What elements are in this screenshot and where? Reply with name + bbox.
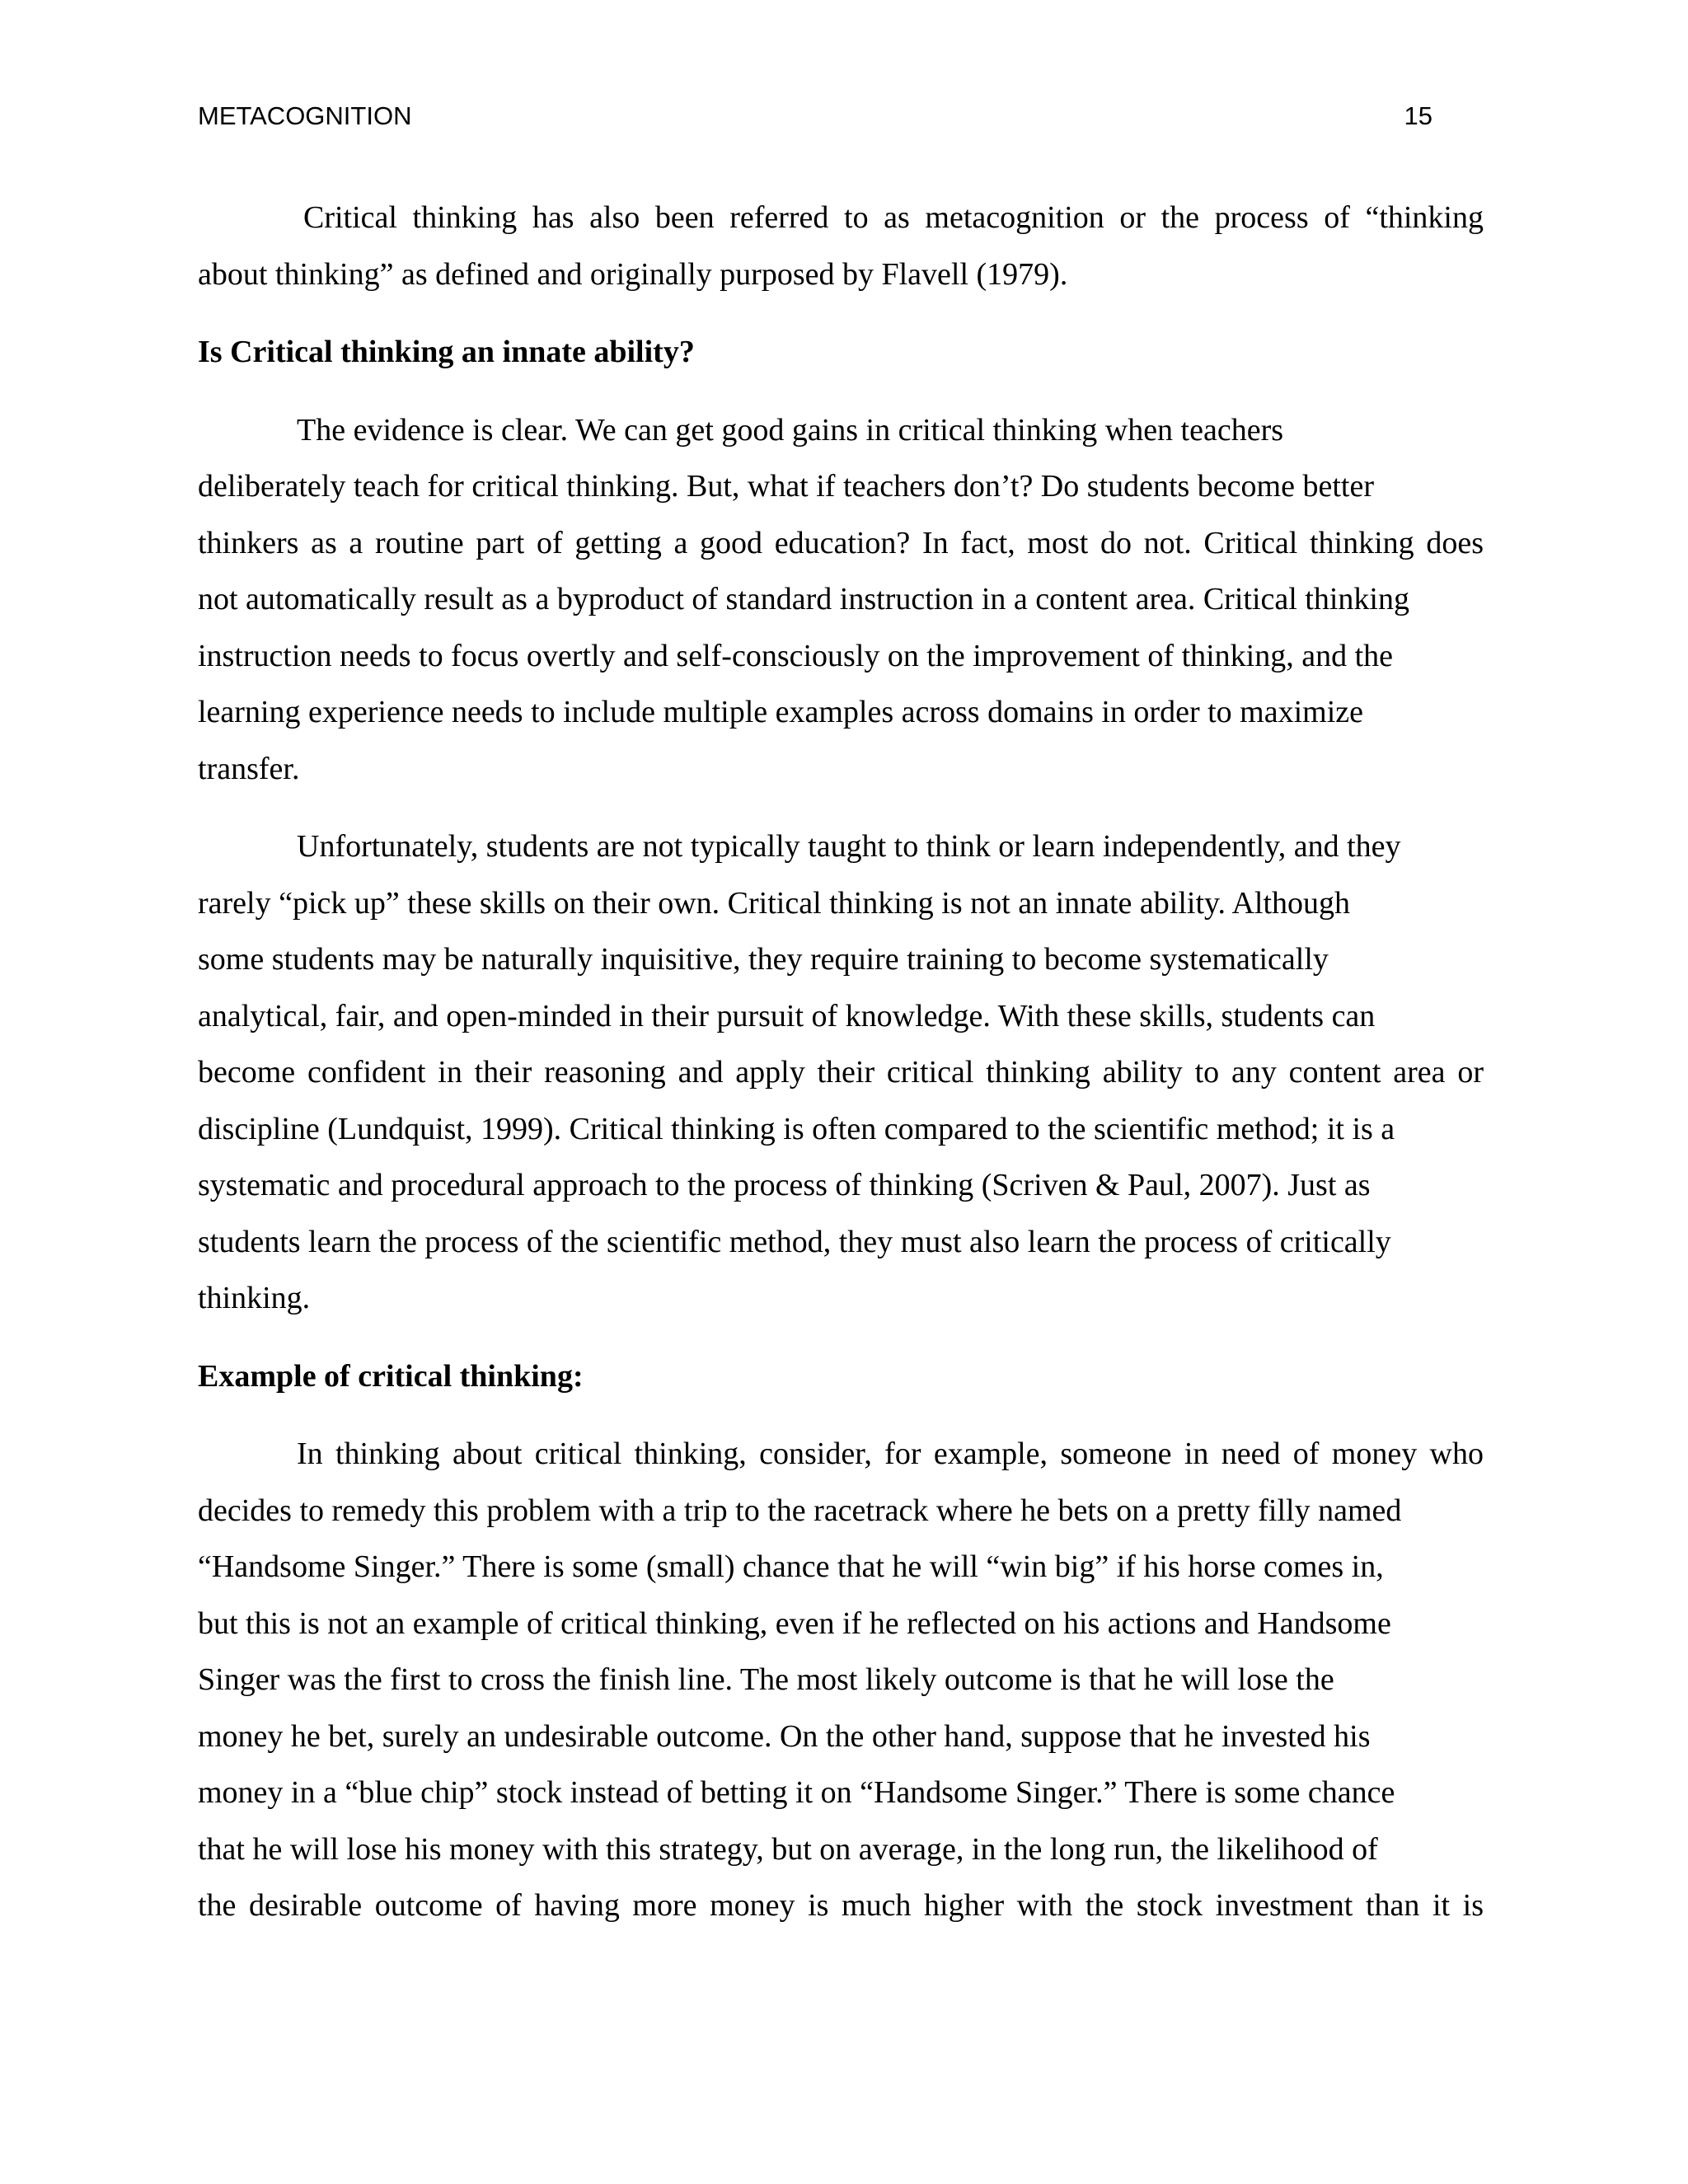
paragraph-line: deliberately teach for critical thinking. But, what if teachers don’t? Do students become better	[198, 469, 1374, 504]
paragraph-line: In thinking about critical thinking, consider, for example, someone in need of money who	[297, 1436, 1484, 1471]
paragraph-line: some students may be naturally inquisitive, they require training to become systematically	[198, 942, 1329, 977]
paragraph-line: discipline (Lundquist, 1999). Critical thinking is often compared to the scientific method; it is a	[198, 1111, 1395, 1146]
paragraph-line: systematic and procedural approach to the process of thinking (Scriven & Paul, 2007). Just as	[198, 1168, 1371, 1202]
paragraph-line: students learn the process of the scientific method, they must also learn the process of critically	[198, 1224, 1391, 1259]
paragraph-line: analytical, fair, and open-minded in their pursuit of knowledge. With these skills, students can	[198, 998, 1376, 1033]
paragraph-unfortunately	[198, 818, 1484, 1327]
paragraph-line: that he will lose his money with this strategy, but on average, in the long run, the likelihood of	[198, 1831, 1378, 1867]
paragraph-evidence	[198, 402, 1484, 798]
paragraph-line: money in a “blue chip” stock instead of betting it on “Handsome Singer.” There is some chance	[198, 1775, 1395, 1810]
paragraph-line: Singer was the first to cross the finish line. The most likely outcome is that he will lose the	[198, 1662, 1334, 1697]
paragraph-line: Critical thinking has also been referred to as metacognition or the process of “thinking	[303, 200, 1484, 235]
section-heading-innate-ability: Is Critical thinking an innate ability?	[198, 335, 695, 369]
paragraph-line: Unfortunately, students are not typically taught to think or learn independently, and they	[297, 829, 1401, 864]
running-header	[198, 97, 1432, 135]
body-text	[198, 190, 1484, 1934]
paragraph-line: thinkers as a routine part of getting a good education? In fact, most do not. Critical thinking does	[198, 525, 1484, 560]
paragraph-line: “Handsome Singer.” There is some (small) chance that he will “win big” if his horse comes in,	[198, 1549, 1384, 1584]
paragraph-line: The evidence is clear. We can get good gains in critical thinking when teachers	[297, 412, 1284, 448]
paragraph-metacognition	[198, 190, 1484, 302]
paragraph-line: but this is not an example of critical thinking, even if he reflected on his actions and Handsome	[198, 1605, 1391, 1641]
paragraph-line: about thinking” as defined and originally purposed by Flavell (1979).	[198, 256, 1068, 292]
section-heading-example: Example of critical thinking:	[198, 1358, 584, 1394]
paragraph-line: not automatically result as a byproduct of standard instruction in a content area. Critical thinking	[198, 582, 1409, 616]
paragraph-example	[198, 1426, 1484, 1934]
paragraph-line: money he bet, surely an undesirable outcome. On the other hand, suppose that he invested his	[198, 1718, 1371, 1754]
paragraph-line: instruction needs to focus overtly and self-consciously on the improvement of thinking, and the	[198, 638, 1394, 673]
page-number: 15	[1404, 101, 1432, 130]
paragraph-line: rarely “pick up” these skills on their own. Critical thinking is not an innate ability. Although	[198, 885, 1351, 921]
paragraph-line: become confident in their reasoning and apply their critical thinking ability to any content area or	[198, 1055, 1484, 1090]
paragraph-line: the desirable outcome of having more money is much higher with the stock investment than it is	[198, 1888, 1484, 1923]
paragraph-line: learning experience needs to include multiple examples across domains in order to maximize	[198, 695, 1363, 729]
paragraph-line: transfer.	[198, 751, 300, 786]
running-head-title: METACOGNITION	[198, 101, 412, 130]
paragraph-line: thinking.	[198, 1281, 311, 1315]
paragraph-line: decides to remedy this problem with a trip to the racetrack where he bets on a pretty filly named	[198, 1493, 1402, 1528]
